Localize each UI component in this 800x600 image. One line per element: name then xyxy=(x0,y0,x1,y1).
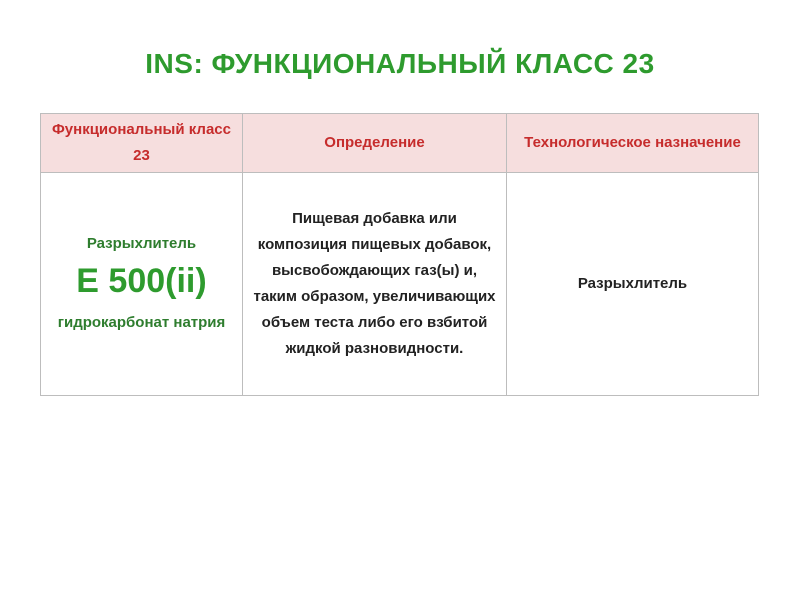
cell-definition: Пищевая добавка или композиция пищевых добавок, высвобождающих газ(ы) и, таким образом, увеличивающих объем теста либо его взбитой жидкой разновидности. xyxy=(243,173,507,396)
chemical-name: гидрокарбонат натрия xyxy=(57,314,226,331)
cell-technological-purpose: Разрыхлитель xyxy=(507,173,759,396)
table-row xyxy=(41,173,759,396)
table-header-row xyxy=(41,114,759,173)
cell-functional-class xyxy=(41,173,243,396)
class-label: Разрыхлитель xyxy=(86,235,197,252)
header-technological-purpose: Технологическое назначение xyxy=(507,114,759,173)
header-functional-class: Функциональный класс 23 xyxy=(41,114,243,173)
info-table xyxy=(40,113,759,396)
header-definition: Определение xyxy=(243,114,507,173)
slide-title: INS: ФУНКЦИОНАЛЬНЫЙ КЛАСС 23 xyxy=(145,48,655,79)
e-code: Е 500(ii) xyxy=(76,262,207,300)
